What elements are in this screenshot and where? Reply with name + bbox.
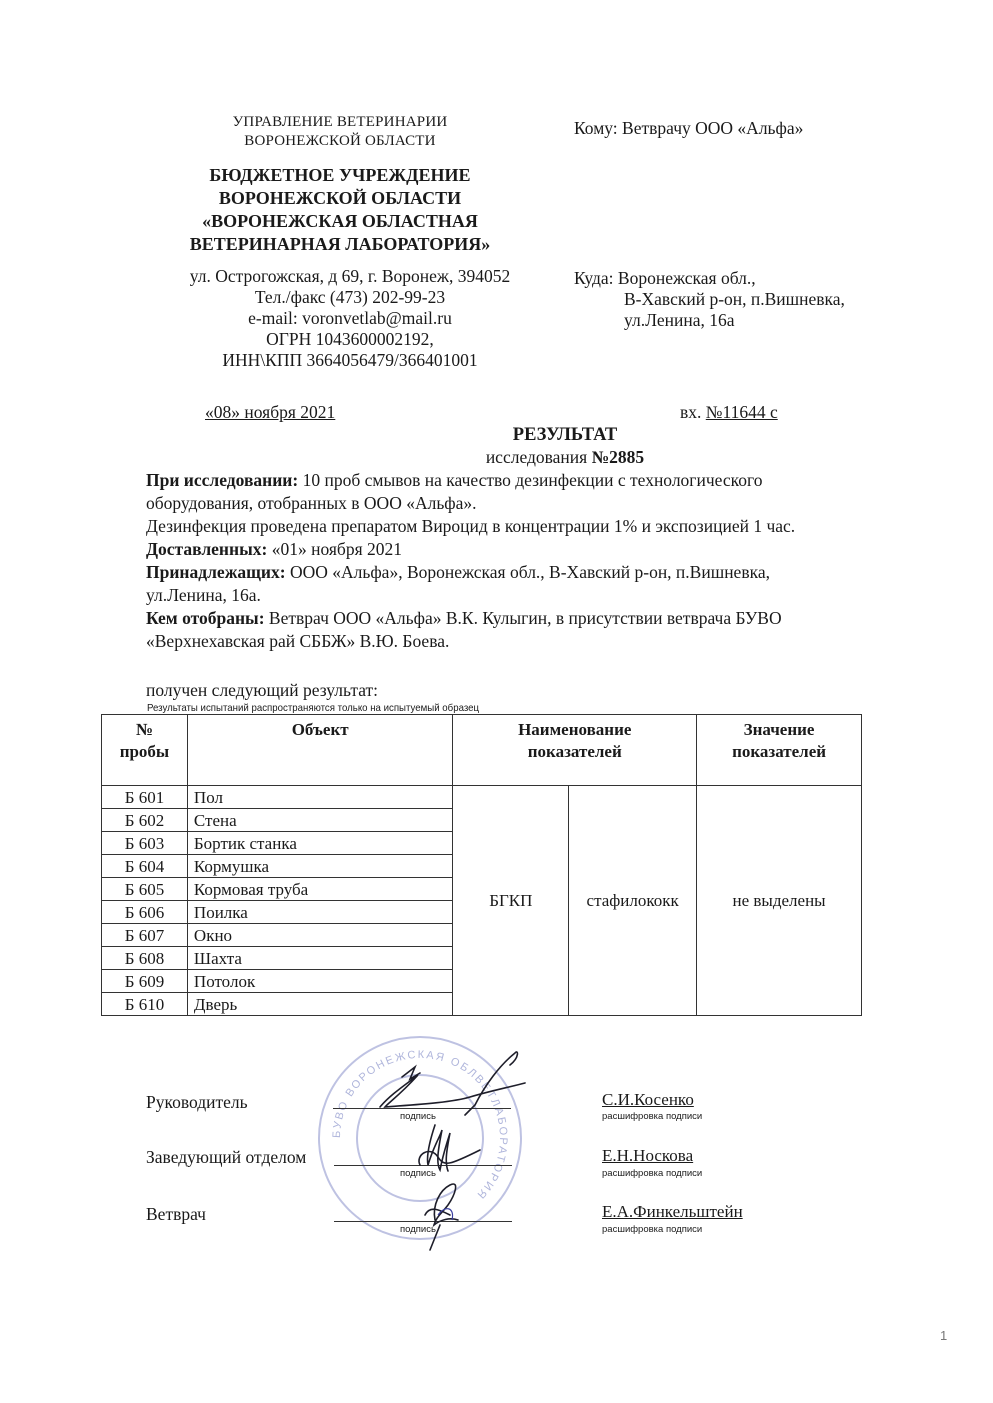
header-indicator: Наименование показателей xyxy=(453,715,697,786)
org-line2: ВОРОНЕЖСКОЙ ОБЛАСТИ xyxy=(218,188,462,208)
owner-line xyxy=(146,561,906,584)
result-intro: получен следующий результат: xyxy=(146,680,379,700)
org-inn-kpp: ИНН\КПП 3664056479/366401001 xyxy=(222,350,478,370)
sample-object: Стена xyxy=(187,809,452,832)
sample-number: Б 602 xyxy=(102,809,188,832)
sampled-label: Кем отобраны: xyxy=(146,608,265,628)
org-line1: БЮДЖЕТНОЕ УЧРЕЖДЕНИЕ xyxy=(209,165,471,185)
sample-object: Пол xyxy=(187,786,452,809)
sample-object: Шахта xyxy=(187,947,452,970)
research-number: №2885 xyxy=(591,447,645,467)
signer-role-head: Руководитель xyxy=(146,1092,248,1112)
recipient-address xyxy=(574,268,845,331)
research-text2: оборудования, отобранных в ООО «Альфа». xyxy=(146,493,477,513)
header-object: Объект xyxy=(187,715,452,786)
document-date: «08» ноября 2021 xyxy=(205,402,336,422)
sample-object: Потолок xyxy=(187,970,452,993)
title-sub xyxy=(0,446,993,468)
sample-number: Б 603 xyxy=(102,832,188,855)
research-line xyxy=(146,469,906,492)
sample-object: Дверь xyxy=(187,993,452,1016)
signature-caption: подпись xyxy=(400,1168,436,1179)
recipient-to: Кому: Ветврачу ООО «Альфа» xyxy=(574,118,804,138)
indicator-bgkp: БГКП xyxy=(453,786,569,1016)
delivered-label: Доставленных: xyxy=(146,539,268,559)
sample-number: Б 609 xyxy=(102,970,188,993)
org-phone: Тел./факс (473) 202-99-23 xyxy=(254,287,446,307)
svg-text:БУВО ВОРОНЕЖСКАЯ ОБЛВЕТЛАБОРАТ: БУВО ВОРОНЕЖСКАЯ ОБЛВЕТЛАБОРАТОРИЯ xyxy=(330,1048,510,1202)
header-value: Значение показателей xyxy=(697,715,862,786)
signer-name-head: С.И.Косенко xyxy=(602,1090,694,1109)
indicator-staph: стафилококк xyxy=(569,786,697,1016)
document-title xyxy=(0,424,993,468)
sample-object: Поилка xyxy=(187,901,452,924)
org-email: e-mail: voronvetlab@mail.ru xyxy=(248,308,452,328)
table-row xyxy=(102,786,862,809)
delivered-text: «01» ноября 2021 xyxy=(267,539,403,559)
indicator-value: не выделены xyxy=(697,786,862,1016)
signature-caption: подпись xyxy=(400,1224,436,1235)
organization-name xyxy=(150,164,530,256)
owner-text2: ул.Ленина, 16а. xyxy=(146,585,261,605)
sampled-text: Ветврач ООО «Альфа» В.К. Кулыгин, в присутствии ветврача БУВО xyxy=(264,608,782,628)
authority-line1: УПРАВЛЕНИЕ ВЕТЕРИНАРИИ xyxy=(232,114,448,130)
organization-contacts xyxy=(140,266,560,371)
incoming-number-value: №11644 с xyxy=(705,402,778,422)
name-caption: расшифровка подписи xyxy=(602,1224,703,1235)
sample-number: Б 608 xyxy=(102,947,188,970)
org-ogrn: ОГРН 1043600002192, xyxy=(266,329,434,349)
authority-block xyxy=(185,113,495,151)
research-text: 10 проб смывов на качество дезинфекции с технологического xyxy=(298,470,763,490)
sample-number: Б 605 xyxy=(102,878,188,901)
signer-name-dept: Е.Н.Носкова xyxy=(602,1146,694,1165)
where-label: Куда: xyxy=(574,268,614,288)
sample-number: Б 607 xyxy=(102,924,188,947)
signature-caption: подпись xyxy=(400,1111,436,1122)
sample-number: Б 604 xyxy=(102,855,188,878)
sample-object: Кормушка xyxy=(187,855,452,878)
where-line1: Воронежская обл., xyxy=(617,268,756,288)
delivered-line xyxy=(146,538,906,561)
org-line4: ВЕТЕРИНАРНАЯ ЛАБОРАТОРИЯ» xyxy=(189,234,491,254)
incoming-number xyxy=(680,402,778,423)
org-address: ул. Острогожская, д 69, г. Воронеж, 394052 xyxy=(189,266,511,286)
org-line3: «ВОРОНЕЖСКАЯ ОБЛАСТНАЯ xyxy=(202,211,478,231)
sample-object: Кормовая труба xyxy=(187,878,452,901)
table-header-row xyxy=(102,715,862,786)
title-main: РЕЗУЛЬТАТ xyxy=(512,425,618,445)
owner-label: Принадлежащих: xyxy=(146,562,286,582)
signer-name-vet: Е.А.Финкельштейн xyxy=(602,1202,743,1221)
sample-number: Б 606 xyxy=(102,901,188,924)
research-details xyxy=(146,469,906,653)
sampled-line xyxy=(146,607,906,630)
where-line2: В-Хавский р-он, п.Вишневка, xyxy=(624,289,845,309)
title-sub-prefix: исследования xyxy=(485,447,588,467)
where-line3: ул.Ленина, 16а xyxy=(624,310,735,330)
sampled-text2: «Верхнехавская рай СББЖ» В.Ю. Боева. xyxy=(146,631,450,651)
page-number: 1 xyxy=(940,1328,948,1343)
sample-number: Б 601 xyxy=(102,786,188,809)
name-caption: расшифровка подписи xyxy=(602,1111,703,1122)
header-sample-no: № пробы xyxy=(102,715,188,786)
disinfection-text: Дезинфекция проведена препаратом Вироцид в концентрации 1% и экспозицией 1 час. xyxy=(146,516,796,536)
authority-line2: ВОРОНЕЖСКОЙ ОБЛАСТИ xyxy=(244,133,436,149)
sample-object: Окно xyxy=(187,924,452,947)
results-disclaimer: Результаты испытаний распространяются только на испытуемый образец xyxy=(147,702,480,714)
sample-object: Бортик станка xyxy=(187,832,452,855)
signer-role-dept: Заведующий отделом xyxy=(146,1147,307,1167)
incoming-prefix: вх. xyxy=(680,402,702,422)
name-caption: расшифровка подписи xyxy=(602,1168,703,1179)
signer-role-vet: Ветврач xyxy=(146,1204,206,1224)
results-table xyxy=(101,714,862,1016)
owner-text: ООО «Альфа», Воронежская обл., В-Хавский р-он, п.Вишневка, xyxy=(285,562,770,582)
sample-number: Б 610 xyxy=(102,993,188,1016)
handwritten-signatures-icon xyxy=(360,1045,530,1255)
research-label: При исследовании: xyxy=(146,470,299,490)
